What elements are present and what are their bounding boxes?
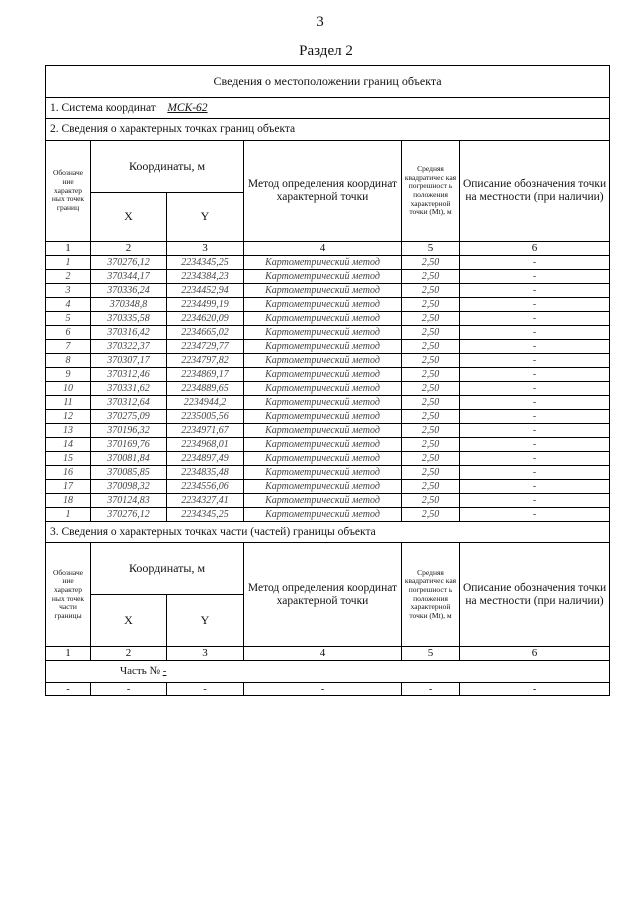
- header-method: Метод определения координат характерной точки: [244, 543, 402, 647]
- coord-y: 2234869,17: [167, 368, 244, 382]
- coord-y: 2234897,49: [167, 452, 244, 466]
- part-empty-row: [46, 683, 610, 696]
- column-number: 1: [46, 647, 91, 661]
- description-cell: -: [460, 340, 610, 354]
- point-number: 18: [46, 494, 91, 508]
- error-cell: 2,50: [402, 396, 460, 410]
- coord-x: 370322,37: [91, 340, 167, 354]
- description-cell: -: [460, 396, 610, 410]
- coord-x: 370085,85: [91, 466, 167, 480]
- point-number: 2: [46, 270, 91, 284]
- method-cell: Картометрический метод: [244, 354, 402, 368]
- coord-x: 370344,17: [91, 270, 167, 284]
- coord-x: 370316,42: [91, 326, 167, 340]
- error-cell: 2,50: [402, 340, 460, 354]
- column-number: 5: [402, 647, 460, 661]
- error-cell: 2,50: [402, 298, 460, 312]
- description-cell: -: [460, 298, 610, 312]
- header-coordinates: Координаты, м: [91, 543, 244, 595]
- header-x: X: [91, 595, 167, 647]
- description-cell: -: [460, 466, 610, 480]
- point-number: 16: [46, 466, 91, 480]
- coord-y: 2234835,48: [167, 466, 244, 480]
- point-number: 1: [46, 508, 91, 522]
- table-row: [46, 396, 610, 410]
- table-row: [46, 438, 610, 452]
- coord-x: 370336,24: [91, 284, 167, 298]
- part-value: -: [162, 665, 167, 678]
- coord-x: 370312,46: [91, 368, 167, 382]
- coord-y: 2234889,65: [167, 382, 244, 396]
- method-cell: Картометрический метод: [244, 466, 402, 480]
- description-cell: -: [460, 424, 610, 438]
- header-y: Y: [167, 193, 244, 242]
- point-number: 5: [46, 312, 91, 326]
- description-cell: -: [460, 494, 610, 508]
- point-number: 7: [46, 340, 91, 354]
- method-cell: Картометрический метод: [244, 382, 402, 396]
- part-label: Часть №: [120, 665, 160, 678]
- table-row: [46, 494, 610, 508]
- method-cell: Картометрический метод: [244, 270, 402, 284]
- error-cell: 2,50: [402, 494, 460, 508]
- coord-y: 2235005,56: [167, 410, 244, 424]
- point-number: 14: [46, 438, 91, 452]
- coord-x: 370098,32: [91, 480, 167, 494]
- method-cell: Картометрический метод: [244, 410, 402, 424]
- table-row: [46, 270, 610, 284]
- parts-section-title: 3. Сведения о характерных точках части (частей) границы объекта: [46, 522, 610, 543]
- error-cell: 2,50: [402, 438, 460, 452]
- empty-cell: -: [46, 683, 91, 696]
- header-method: Метод определения координат характерной точки: [244, 141, 402, 242]
- coord-system-label: 1. Система координат: [50, 101, 156, 114]
- column-number: 2: [91, 647, 167, 661]
- description-cell: -: [460, 270, 610, 284]
- coord-y: 2234944,2: [167, 396, 244, 410]
- description-cell: -: [460, 354, 610, 368]
- description-cell: -: [460, 410, 610, 424]
- header-point-designation: Обозначе ние характер ных точек границ: [46, 141, 91, 242]
- error-cell: 2,50: [402, 256, 460, 270]
- table-caption: Сведения о местоположении границ объекта: [46, 66, 610, 98]
- header-description: Описание обозначения точки на местности (при наличии): [460, 543, 610, 647]
- coord-x: 370276,12: [91, 256, 167, 270]
- method-cell: Картометрический метод: [244, 424, 402, 438]
- coord-y: 2234968,01: [167, 438, 244, 452]
- header-x: X: [91, 193, 167, 242]
- table-row: [46, 340, 610, 354]
- coord-y: 2234797,82: [167, 354, 244, 368]
- error-cell: 2,50: [402, 452, 460, 466]
- error-cell: 2,50: [402, 354, 460, 368]
- column-numbers-row: [46, 242, 610, 256]
- table-row: [46, 466, 610, 480]
- coord-x: 370081,84: [91, 452, 167, 466]
- description-cell: -: [460, 256, 610, 270]
- coord-y: 2234327,41: [167, 494, 244, 508]
- point-number: 6: [46, 326, 91, 340]
- point-number: 4: [46, 298, 91, 312]
- coord-x: 370335,58: [91, 312, 167, 326]
- coord-y: 2234499,19: [167, 298, 244, 312]
- table-row: [46, 508, 610, 522]
- table-row: [46, 326, 610, 340]
- error-cell: 2,50: [402, 368, 460, 382]
- column-number: 3: [167, 242, 244, 256]
- empty-cell: -: [244, 683, 402, 696]
- header-error: Средняя квадратичес кая погрешност ь положения характерной точки (Mt), м: [402, 543, 460, 647]
- point-number: 12: [46, 410, 91, 424]
- coord-system-value: МСК-62: [167, 101, 208, 114]
- header-y: Y: [167, 595, 244, 647]
- point-number: 15: [46, 452, 91, 466]
- table-row: [46, 284, 610, 298]
- method-cell: Картометрический метод: [244, 312, 402, 326]
- coord-y: 2234620,09: [167, 312, 244, 326]
- point-number: 10: [46, 382, 91, 396]
- table-row: [46, 312, 610, 326]
- page-number: 3: [316, 14, 324, 30]
- column-number: 1: [46, 242, 91, 256]
- coord-y: 2234345,25: [167, 508, 244, 522]
- table-row: [46, 410, 610, 424]
- section-title: Раздел 2: [299, 43, 353, 59]
- point-number: 13: [46, 424, 91, 438]
- column-number: 3: [167, 647, 244, 661]
- coord-y: 2234556,06: [167, 480, 244, 494]
- header-coordinates: Координаты, м: [91, 141, 244, 193]
- coord-y: 2234729,77: [167, 340, 244, 354]
- point-number: 3: [46, 284, 91, 298]
- coord-x: 370331,62: [91, 382, 167, 396]
- method-cell: Картометрический метод: [244, 326, 402, 340]
- error-cell: 2,50: [402, 284, 460, 298]
- error-cell: 2,50: [402, 312, 460, 326]
- description-cell: -: [460, 452, 610, 466]
- column-number: 4: [244, 647, 402, 661]
- table-row: [46, 452, 610, 466]
- header-part-point-designation: Обозначе ние характер ных точек части границы: [46, 543, 91, 647]
- boundaries-table: [45, 65, 610, 696]
- column-number: 2: [91, 242, 167, 256]
- error-cell: 2,50: [402, 382, 460, 396]
- coord-y: 2234971,67: [167, 424, 244, 438]
- description-cell: -: [460, 438, 610, 452]
- error-cell: 2,50: [402, 424, 460, 438]
- coord-system-row: [46, 98, 610, 119]
- method-cell: Картометрический метод: [244, 438, 402, 452]
- error-cell: 2,50: [402, 508, 460, 522]
- method-cell: Картометрический метод: [244, 452, 402, 466]
- point-number: 9: [46, 368, 91, 382]
- column-number: 5: [402, 242, 460, 256]
- coord-y: 2234384,23: [167, 270, 244, 284]
- table-row: [46, 298, 610, 312]
- point-number: 11: [46, 396, 91, 410]
- part-number-row: [46, 661, 610, 683]
- method-cell: Картометрический метод: [244, 298, 402, 312]
- points-section-title: 2. Сведения о характерных точках границ объекта: [46, 119, 610, 141]
- description-cell: -: [460, 284, 610, 298]
- table-row: [46, 354, 610, 368]
- description-cell: -: [460, 382, 610, 396]
- coord-x: 370312,64: [91, 396, 167, 410]
- empty-cell: -: [402, 683, 460, 696]
- coord-x: 370276,12: [91, 508, 167, 522]
- coord-x: 370275,09: [91, 410, 167, 424]
- coord-x: 370348,8: [91, 298, 167, 312]
- description-cell: -: [460, 326, 610, 340]
- error-cell: 2,50: [402, 410, 460, 424]
- point-number: 8: [46, 354, 91, 368]
- method-cell: Картометрический метод: [244, 256, 402, 270]
- coord-y: 2234345,25: [167, 256, 244, 270]
- column-number: 4: [244, 242, 402, 256]
- table-row: [46, 256, 610, 270]
- coord-x: 370307,17: [91, 354, 167, 368]
- method-cell: Картометрический метод: [244, 508, 402, 522]
- coord-y: 2234665,02: [167, 326, 244, 340]
- error-cell: 2,50: [402, 326, 460, 340]
- column-number: 6: [460, 647, 610, 661]
- coord-x: 370124,83: [91, 494, 167, 508]
- table-row: [46, 424, 610, 438]
- empty-cell: -: [91, 683, 167, 696]
- description-cell: -: [460, 312, 610, 326]
- method-cell: Картометрический метод: [244, 494, 402, 508]
- column-numbers-row: [46, 647, 610, 661]
- column-number: 6: [460, 242, 610, 256]
- table-row: [46, 382, 610, 396]
- header-error: Средняя квадратичес кая погрешност ь положения характерной точки (Mt), м: [402, 141, 460, 242]
- point-number: 1: [46, 256, 91, 270]
- method-cell: Картометрический метод: [244, 396, 402, 410]
- method-cell: Картометрический метод: [244, 284, 402, 298]
- method-cell: Картометрический метод: [244, 340, 402, 354]
- coord-x: 370169,76: [91, 438, 167, 452]
- empty-cell: -: [460, 683, 610, 696]
- points-body: [46, 256, 610, 522]
- table-row: [46, 368, 610, 382]
- table-row: [46, 480, 610, 494]
- description-cell: -: [460, 508, 610, 522]
- coord-x: 370196,32: [91, 424, 167, 438]
- error-cell: 2,50: [402, 480, 460, 494]
- error-cell: 2,50: [402, 270, 460, 284]
- header-description: Описание обозначения точки на местности (при наличии): [460, 141, 610, 242]
- description-cell: -: [460, 368, 610, 382]
- empty-cell: -: [167, 683, 244, 696]
- point-number: 17: [46, 480, 91, 494]
- coord-y: 2234452,94: [167, 284, 244, 298]
- method-cell: Картометрический метод: [244, 368, 402, 382]
- method-cell: Картометрический метод: [244, 480, 402, 494]
- description-cell: -: [460, 480, 610, 494]
- error-cell: 2,50: [402, 466, 460, 480]
